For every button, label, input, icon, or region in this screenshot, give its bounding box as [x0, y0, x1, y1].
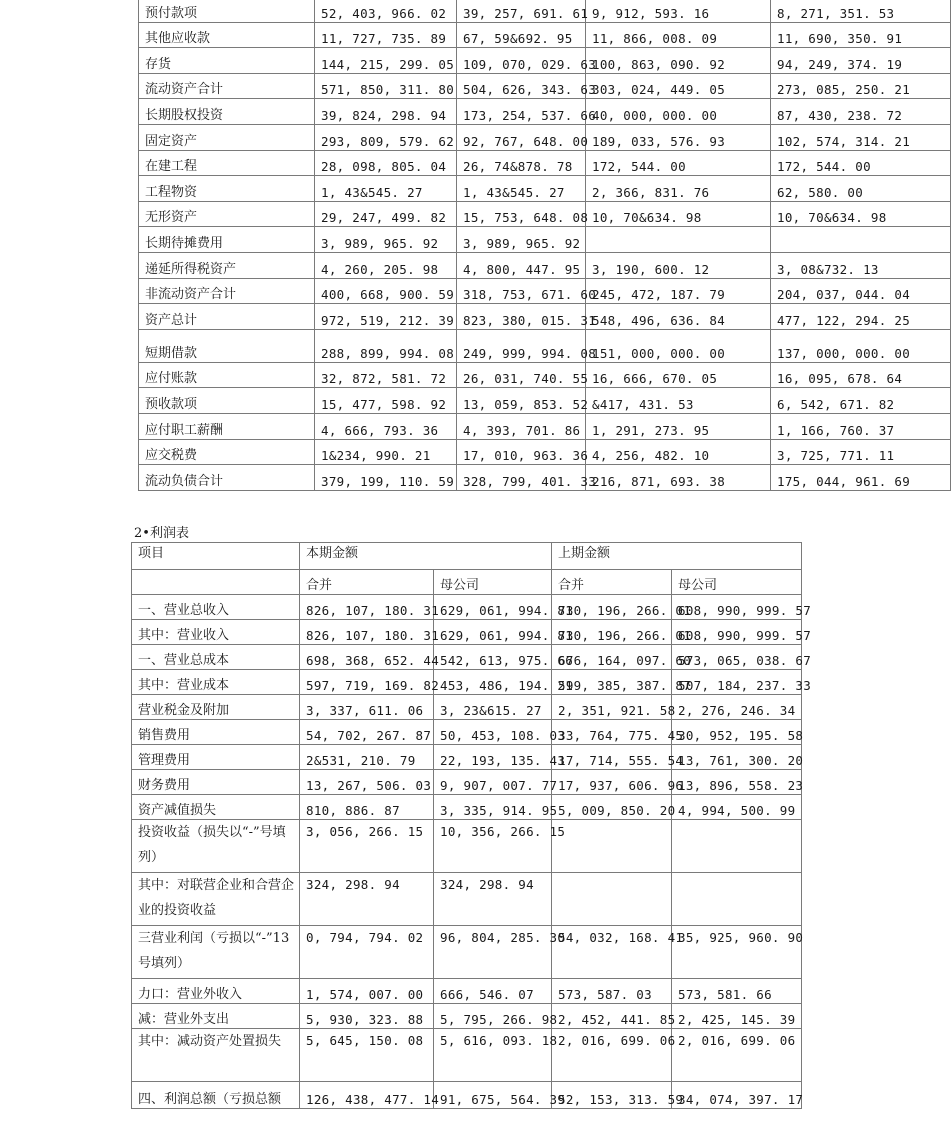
- row-value: 826, 107, 180. 31: [300, 620, 434, 645]
- row-value: 17, 010, 963. 36: [457, 439, 586, 465]
- row-value: 54, 702, 267. 87: [300, 720, 434, 745]
- row-value: 4, 393, 701. 86: [457, 413, 586, 439]
- row-value: 303, 024, 449. 05: [586, 73, 771, 99]
- header-row: [132, 543, 802, 570]
- row-value: 34, 074, 397. 17: [672, 1082, 802, 1109]
- table-row: [132, 695, 802, 720]
- row-label: 资产总计: [139, 304, 315, 330]
- table-row: [132, 1082, 802, 1109]
- row-value: 10, 70&634. 98: [771, 201, 951, 227]
- table-row: [139, 22, 951, 48]
- row-value: 172, 544. 00: [586, 150, 771, 176]
- row-value: 17, 937, 606. 96: [552, 770, 672, 795]
- row-value: 172, 544. 00: [771, 150, 951, 176]
- table-row: [132, 820, 802, 873]
- row-value: 573, 581. 66: [672, 979, 802, 1004]
- subheader-row: [132, 570, 802, 595]
- row-value: 3, 190, 600. 12: [586, 252, 771, 278]
- row-label: 资产减值损失: [132, 795, 300, 820]
- table-row: [139, 304, 951, 330]
- row-value: 52, 403, 966. 02: [315, 0, 457, 22]
- row-value: 2, 016, 699. 06: [672, 1029, 802, 1082]
- row-value: 318, 753, 671. 60: [457, 278, 586, 304]
- row-value: 39, 257, 691. 61: [457, 0, 586, 22]
- row-label: 四、利润总额（亏损总额: [132, 1082, 300, 1109]
- row-value: 3, 725, 771. 11: [771, 439, 951, 465]
- row-label: 财务费用: [132, 770, 300, 795]
- row-value: 175, 044, 961. 69: [771, 465, 951, 491]
- row-value: 730, 196, 266. 01: [552, 620, 672, 645]
- table-row: [139, 99, 951, 125]
- row-value: 4, 800, 447. 95: [457, 252, 586, 278]
- row-value: 26, 74&878. 78: [457, 150, 586, 176]
- row-value: 67, 59&692. 95: [457, 22, 586, 48]
- row-value: 1, 574, 007. 00: [300, 979, 434, 1004]
- row-value: 13, 896, 558. 23: [672, 770, 802, 795]
- table-row: [139, 439, 951, 465]
- row-value: 6, 542, 671. 82: [771, 388, 951, 414]
- row-value: 9, 907, 007. 77: [434, 770, 552, 795]
- row-value: [552, 820, 672, 873]
- row-value: 96, 804, 285. 30: [434, 926, 552, 979]
- row-label: 存货: [139, 48, 315, 74]
- row-value: 328, 799, 401. 33: [457, 465, 586, 491]
- row-value: 2, 452, 441. 85: [552, 1004, 672, 1029]
- row-value: 92, 767, 648. 00: [457, 124, 586, 150]
- row-value: 11, 727, 735. 89: [315, 22, 457, 48]
- table-row: [132, 620, 802, 645]
- subheader-current-parent: 母公司: [434, 570, 552, 595]
- row-value: 189, 033, 576. 93: [586, 124, 771, 150]
- table-row: [139, 124, 951, 150]
- row-value: 273, 085, 250. 21: [771, 73, 951, 99]
- row-label: 其中：营业成本: [132, 670, 300, 695]
- header-item: 项目: [132, 543, 300, 570]
- row-label: 流动资产合计: [139, 73, 315, 99]
- table-row: [132, 720, 802, 745]
- row-value: 1, 43&545. 27: [457, 176, 586, 202]
- row-value: 3, 056, 266. 15: [300, 820, 434, 873]
- table-row: [139, 252, 951, 278]
- row-label: 营业税金及附加: [132, 695, 300, 720]
- row-value: 629, 061, 994. 81: [434, 595, 552, 620]
- row-value: 4, 994, 500. 99: [672, 795, 802, 820]
- row-value: 11, 690, 350. 91: [771, 22, 951, 48]
- row-value: 666, 546. 07: [434, 979, 552, 1004]
- row-value: [552, 873, 672, 926]
- row-value: 40, 000, 000. 00: [586, 99, 771, 125]
- row-label: 预收款项: [139, 388, 315, 414]
- balance-sheet-table: [138, 0, 951, 491]
- row-value: 571, 850, 311. 80: [315, 73, 457, 99]
- table-row: [139, 176, 951, 202]
- row-value: 293, 809, 579. 62: [315, 124, 457, 150]
- row-value: 3, 989, 965. 92: [457, 227, 586, 253]
- row-value: 826, 107, 180. 31: [300, 595, 434, 620]
- row-value: 13, 059, 853. 52: [457, 388, 586, 414]
- row-value: 100, 863, 090. 92: [586, 48, 771, 74]
- row-label: 其他应收款: [139, 22, 315, 48]
- row-value: 823, 380, 015. 31: [457, 304, 586, 330]
- table-row: [139, 48, 951, 74]
- row-value: 3, 335, 914. 95: [434, 795, 552, 820]
- row-value: 13, 761, 300. 20: [672, 745, 802, 770]
- row-value: 54, 032, 168. 41: [552, 926, 672, 979]
- row-value: 504, 626, 343. 63: [457, 73, 586, 99]
- row-value: 102, 574, 314. 21: [771, 124, 951, 150]
- table-row: [139, 413, 951, 439]
- row-value: 730, 196, 266. 01: [552, 595, 672, 620]
- row-value: [672, 820, 802, 873]
- table-row: [132, 670, 802, 695]
- row-value: 5, 930, 323. 88: [300, 1004, 434, 1029]
- row-label: 减：营业外支出: [132, 1004, 300, 1029]
- table-row: [132, 926, 802, 979]
- row-value: 5, 645, 150. 08: [300, 1029, 434, 1082]
- row-label: 流动负债合计: [139, 465, 315, 491]
- row-value: 3, 989, 965. 92: [315, 227, 457, 253]
- row-value: 26, 031, 740. 55: [457, 362, 586, 388]
- row-label: 管理费用: [132, 745, 300, 770]
- header-current-period: 本期金额: [300, 543, 552, 570]
- table-row: [139, 362, 951, 388]
- table-row: [139, 150, 951, 176]
- row-label: 应付账款: [139, 362, 315, 388]
- row-value: 573, 587. 03: [552, 979, 672, 1004]
- table-row: [132, 745, 802, 770]
- table-row: [132, 770, 802, 795]
- table-row: [139, 465, 951, 491]
- row-value: 1&234, 990. 21: [315, 439, 457, 465]
- row-value: 10, 356, 266. 15: [434, 820, 552, 873]
- table-row: [139, 227, 951, 253]
- table-row: [132, 645, 802, 670]
- row-value: 9, 912, 593. 16: [586, 0, 771, 22]
- row-value: 810, 886. 87: [300, 795, 434, 820]
- row-label: 其中：减动资产处置损失: [132, 1029, 300, 1082]
- row-value: 33, 764, 775. 45: [552, 720, 672, 745]
- row-value: 245, 472, 187. 79: [586, 278, 771, 304]
- row-value: 109, 070, 029. 63: [457, 48, 586, 74]
- row-value: 52, 153, 313. 59: [552, 1082, 672, 1109]
- row-value: 15, 477, 598. 92: [315, 388, 457, 414]
- row-value: 94, 249, 374. 19: [771, 48, 951, 74]
- row-value: 28, 098, 805. 04: [315, 150, 457, 176]
- table-row: [139, 201, 951, 227]
- row-value: 151, 000, 000. 00: [586, 329, 771, 362]
- row-value: [586, 227, 771, 253]
- table-row: [132, 1029, 802, 1082]
- row-value: 4, 256, 482. 10: [586, 439, 771, 465]
- row-value: 3, 08&732. 13: [771, 252, 951, 278]
- row-value: 676, 164, 097. 60: [552, 645, 672, 670]
- row-value: 2&531, 210. 79: [300, 745, 434, 770]
- row-value: [672, 873, 802, 926]
- table-row: [139, 73, 951, 99]
- row-value: 3, 337, 611. 06: [300, 695, 434, 720]
- row-value: 2, 016, 699. 06: [552, 1029, 672, 1082]
- row-value: 573, 065, 038. 67: [672, 645, 802, 670]
- row-label: 销售费用: [132, 720, 300, 745]
- table-row: [139, 278, 951, 304]
- row-value: 324, 298. 94: [434, 873, 552, 926]
- row-label: 长期待摊费用: [139, 227, 315, 253]
- row-label: 应交税费: [139, 439, 315, 465]
- subheader-blank: [132, 570, 300, 595]
- row-value: 126, 438, 477. 14: [300, 1082, 434, 1109]
- table-row: [132, 873, 802, 926]
- row-label: 一、营业总成本: [132, 645, 300, 670]
- income-statement-table: [131, 542, 812, 1109]
- row-value: 15, 753, 648. 08: [457, 201, 586, 227]
- table-row: [139, 388, 951, 414]
- table-row: [139, 0, 951, 22]
- row-value: 1, 43&545. 27: [315, 176, 457, 202]
- row-value: 249, 999, 994. 08: [457, 329, 586, 362]
- row-value: &417, 431. 53: [586, 388, 771, 414]
- row-value: [771, 227, 951, 253]
- row-value: 5, 009, 850. 20: [552, 795, 672, 820]
- row-value: 32, 872, 581. 72: [315, 362, 457, 388]
- row-value: 288, 899, 994. 08: [315, 329, 457, 362]
- row-value: 599, 385, 387. 87: [552, 670, 672, 695]
- row-value: 4, 260, 205. 98: [315, 252, 457, 278]
- row-label: 递延所得税资产: [139, 252, 315, 278]
- row-value: 30, 952, 195. 58: [672, 720, 802, 745]
- row-value: 608, 990, 999. 57: [672, 620, 802, 645]
- row-label: 投资收益（损失以“-”号填列）: [132, 820, 300, 873]
- row-value: 216, 871, 693. 38: [586, 465, 771, 491]
- row-value: 542, 613, 975. 66: [434, 645, 552, 670]
- row-label: 非流动资产合计: [139, 278, 315, 304]
- row-value: 39, 824, 298. 94: [315, 99, 457, 125]
- row-value: 29, 247, 499. 82: [315, 201, 457, 227]
- row-label: 预付款项: [139, 0, 315, 22]
- row-value: 204, 037, 044. 04: [771, 278, 951, 304]
- row-value: 137, 000, 000. 00: [771, 329, 951, 362]
- row-value: 324, 298. 94: [300, 873, 434, 926]
- row-value: 3, 23&615. 27: [434, 695, 552, 720]
- subheader-previous-parent: 母公司: [672, 570, 802, 595]
- row-value: 17, 714, 555. 54: [552, 745, 672, 770]
- row-label: 一、营业总收入: [132, 595, 300, 620]
- row-label: 短期借款: [139, 329, 315, 362]
- row-value: 8, 271, 351. 53: [771, 0, 951, 22]
- table-row: [132, 595, 802, 620]
- row-value: 629, 061, 994. 81: [434, 620, 552, 645]
- row-value: 2, 351, 921. 58: [552, 695, 672, 720]
- row-value: 608, 990, 999. 57: [672, 595, 802, 620]
- row-value: 13, 267, 506. 03: [300, 770, 434, 795]
- row-value: 5, 795, 266. 98: [434, 1004, 552, 1029]
- row-value: 10, 70&634. 98: [586, 201, 771, 227]
- table-row: [139, 329, 951, 362]
- subheader-current-consolidated: 合并: [300, 570, 434, 595]
- row-label: 无形资产: [139, 201, 315, 227]
- row-value: 16, 666, 670. 05: [586, 362, 771, 388]
- row-label: 其中：营业收入: [132, 620, 300, 645]
- row-value: 11, 866, 008. 09: [586, 22, 771, 48]
- row-value: 16, 095, 678. 64: [771, 362, 951, 388]
- row-value: 477, 122, 294. 25: [771, 304, 951, 330]
- row-label: 其中：对联营企业和合营企业的投资收益: [132, 873, 300, 926]
- row-label: 三营业利闰（亏损以“-”13号填列）: [132, 926, 300, 979]
- row-label: 长期股权投资: [139, 99, 315, 125]
- row-value: 2, 276, 246. 34: [672, 695, 802, 720]
- row-value: 144, 215, 299. 05: [315, 48, 457, 74]
- row-value: 173, 254, 537. 66: [457, 99, 586, 125]
- row-value: 597, 719, 169. 82: [300, 670, 434, 695]
- row-value: 5, 616, 093. 18: [434, 1029, 552, 1082]
- row-value: 548, 496, 636. 84: [586, 304, 771, 330]
- table-row: [132, 1004, 802, 1029]
- row-value: 379, 199, 110. 59: [315, 465, 457, 491]
- row-label: 力口：营业外收入: [132, 979, 300, 1004]
- row-value: 400, 668, 900. 59: [315, 278, 457, 304]
- income-statement-title: 2•利润表: [134, 526, 189, 541]
- row-label: 应付职工薪酬: [139, 413, 315, 439]
- row-value: 4, 666, 793. 36: [315, 413, 457, 439]
- row-value: 87, 430, 238. 72: [771, 99, 951, 125]
- row-value: 0, 794, 794. 02: [300, 926, 434, 979]
- row-value: 50, 453, 108. 03: [434, 720, 552, 745]
- row-value: 507, 184, 237. 33: [672, 670, 802, 695]
- row-label: 固定资产: [139, 124, 315, 150]
- row-value: 91, 675, 564. 39: [434, 1082, 552, 1109]
- row-value: 1, 166, 760. 37: [771, 413, 951, 439]
- header-previous-period: 上期金额: [552, 543, 802, 570]
- row-value: 698, 368, 652. 44: [300, 645, 434, 670]
- row-value: 1, 291, 273. 95: [586, 413, 771, 439]
- row-value: 62, 580. 00: [771, 176, 951, 202]
- row-value: 35, 925, 960. 90: [672, 926, 802, 979]
- row-label: 在建工程: [139, 150, 315, 176]
- row-value: 2, 366, 831. 76: [586, 176, 771, 202]
- table-row: [132, 795, 802, 820]
- subheader-previous-consolidated: 合并: [552, 570, 672, 595]
- row-value: 453, 486, 194. 21: [434, 670, 552, 695]
- row-value: 972, 519, 212. 39: [315, 304, 457, 330]
- row-value: 22, 193, 135. 43: [434, 745, 552, 770]
- row-label: 工程物资: [139, 176, 315, 202]
- table-row: [132, 979, 802, 1004]
- row-value: 2, 425, 145. 39: [672, 1004, 802, 1029]
